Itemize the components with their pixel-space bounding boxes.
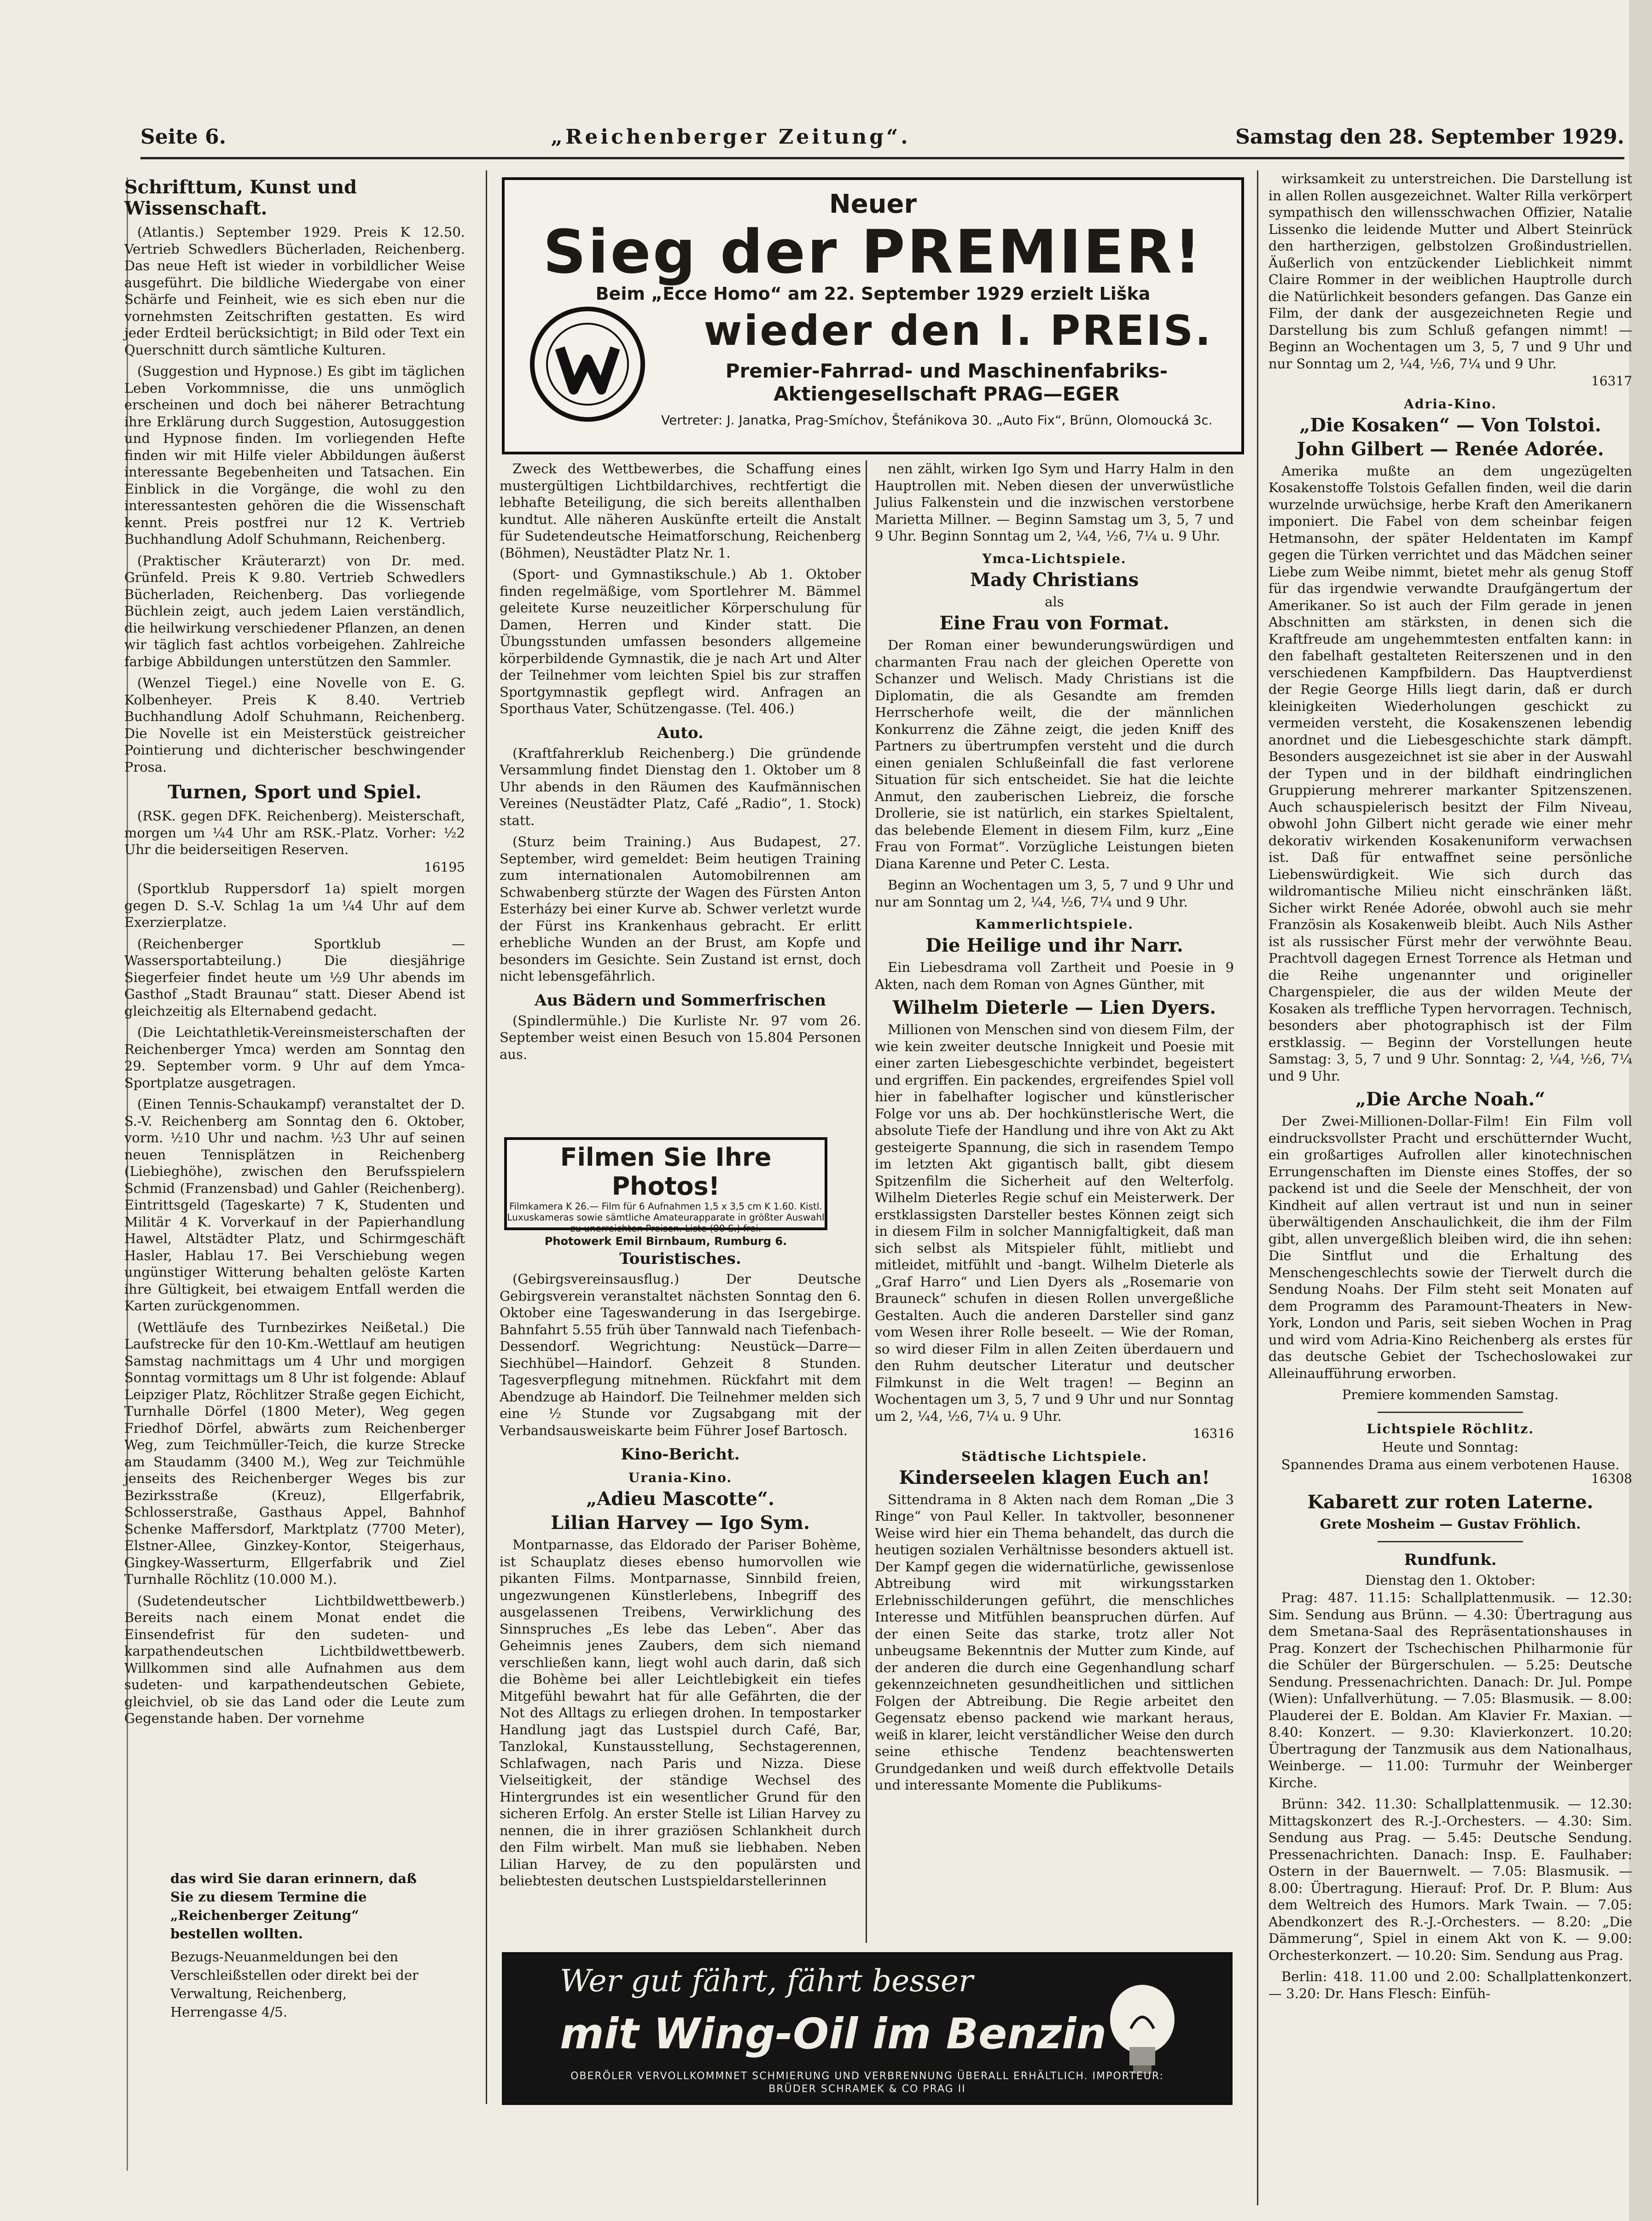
article-wettlaeufe: (Wettläufe des Turnbezirkes Neißetal.) Die Laufstrecke für den 10-Km.-Wettlauf am heutigen Samstag nachmittags um 4 Uhr und morgigen Sonntag vormittags um 8 Uhr ist folgende: Ablauf Leipziger Platz, Röchlitzer Straße gegen Eichicht, Turnhalle Dörfel (1800 Meter), Weg gegen Friedhof Dörfel, abwärts zum Reichenberger Weg, zum Teichmüller-Teich, die kurze Strecke am Staudamm (3400 M.), Weg zur Teichmühle jenseits des Reichenberger Weges bis zur Bezirksstraße (Kreuz), Ellgerfabrik, Schlosserstraße, Gasthaus Appel, Bahnhof Schenke Maffersdorf, Marktplatz (7700 Meter), Elstner-Allee, Ginzkey-Kontor, Steigerhaus, Gingkey-Wasserturm, Ellgerfabrik und Ziel Turnhalle Röchlitz (10.000 M.). bbox=[124, 1319, 465, 1587]
wing-ad-importer: OBERÖLER VERVOLLKOMMNET SCHMIERUNG UND VERBRENNUNG ÜBERALL ERHÄLTLICH. IMPORTEUR: BRÜDER SCHRAMEK & CO PRAG II bbox=[570, 2070, 1164, 2095]
article-suggestion: (Suggestion und Hypnose.) Es gibt im täglichen Leben Vorkommnisse, die uns unmöglich erscheinen und doch bei näherer Betrachtung ihre Erklärung durch Suggestion, Autosuggestion und Hypnose finden. Im vorliegenden Hefte finden wir mit Hilfe vieler Abbildungen äußerst interessante Begebenheiten und Tatsachen. Ein Einblick in die Vorgänge, die wohl zu den interessantesten gehören die die Wissenschaft kennt. Preis postfrei nur 12 K. Vertrieb Buchhandlung Adolf Schuhmann, Reichenberg. bbox=[124, 363, 465, 547]
section-heading-rundfunk: Rundfunk. bbox=[1404, 1550, 1497, 1569]
column-rule bbox=[1257, 170, 1258, 2205]
issue-date: Samstag den 28. September 1929. bbox=[1235, 125, 1624, 149]
header-rule bbox=[140, 157, 1624, 159]
article-lichtbild-cont: Zweck des Wettbewerbes, die Schaffung eines mustergültigen Lichtbildarchives, rechtfertigt die lebhafte Beteiligung, die sich bereits allenthalben kundtut. Alle näheren Auskünfte erteilt die Anstalt für Sudetendeutsche Heimatforschung, Reichenberg (Böhmen), Neustädter Platz Nr. 1. bbox=[500, 461, 861, 561]
film-heilige-narr: Die Heilige und ihr Narr. bbox=[925, 935, 1183, 956]
lightbulb-icon bbox=[1087, 1978, 1198, 2079]
radio-prag: Prag: 487. 11.15: Schallplattenmusik. — 12.30: Sim. Sendung aus Brünn. — 4.30: Übertragung aus dem Smetana-Saal des Repräsentationshauses in Prag. Konzert der Tschechischen Philharmonie für die Schüler der Bürgerschulen. — 5.25: Deutsche Sendung. Pressenachrichten. Danach: Dr. Jul. Pompe (Wien): Unfallverhütung. — 7.05: Blasmusik. — 8.00: Plauderei der E. Boldan. Am Klavier Fr. Maxian. — 8.40: Konzert. — 9.30: Klavierkonzert. 10.20: Übertragung der Tanzmusik aus dem Nationalhaus, Weinberge. — 11.00: Turmuhr der Weinberger Kirche. bbox=[1268, 1590, 1632, 1791]
showing-days: Heute und Sonntag: bbox=[1382, 1439, 1519, 1455]
article-arche-review: Der Zwei-Millionen-Dollar-Film! Ein Film voll eindrucksvollster Pracht und erschütternder Wucht, ein großartiges Aufrollen aller kinotechnischen Errungenschaften im Dienste eines Stoffes, der so packend ist und die Seele der Menschheit, der von Kindheit auf allen vertraut ist und nun in seiner überwältigenden Anschaulichkeit, die ihm der Film gibt, allen unvergeßlich bleiben wird, die ihn sehen: Die Sintflut und die Erhaltung des Menschengeschlechts sowie der Tierwelt durch die Sendung Noahs. Der Film steht seit Monaten auf dem Programm des Paramount-Theaters in New-York, London und Paris, seit sieben Wochen in Prag und wird vom Adria-Kino Reichenberg als erstes für das deutsche Gebiet der Tschechoslowakei zur Alleinaufführung erworben. bbox=[1268, 1113, 1632, 1381]
article-spindlermuehle: (Spindlermühle.) Die Kurliste Nr. 97 vom 26. September weist einen Besuch von 15.804 Personen aus. bbox=[500, 1012, 861, 1062]
article-id: 16308 bbox=[1591, 1471, 1632, 1486]
section-heading-kino: Kino-Bericht. bbox=[621, 1445, 740, 1464]
article-gebirgsverein: (Gebirgsvereinsausflug.) Der Deutsche Gebirgsverein veranstaltet nächsten Sonntag den 6. Oktober eine Tageswanderung in das Isergebirge. Bahnfahrt 5.55 früh über Tannwald nach Tiefenbach-Dessendorf. Wegrichtung: Neustück—Darre—Siechhübel—Haindorf. Gehzeit 8 Stunden. Tagesverpflegung mitnehmen. Rückfahrt mit dem Abendzuge ab Haindorf. Die Teilnehmer melden sich eine ½ Stunde vor Zugsabgang mit der Verbandsausweiskarte beim Führer Josef Bartosch. bbox=[500, 1271, 861, 1438]
article-sturz: (Sturz beim Training.) Aus Budapest, 27. September, wird gemeldet: Beim heutigen Training zum internationalen Automobilrennen am Schwabenberg stürzte der Wagen des Fürsten Anton Esterházy bei einer Kurve ab. Schwer verletzt wurde der Fürst ins Krankenhaus gebracht. Er erlitt erhebliche Wunden an der Brust, am Kopfe und besonders im Gesichte. Sein Zustand ist ernst, doch nicht lebensgefährlich. bbox=[500, 834, 861, 984]
section-heading-literature: Schrifttum, Kunst und Wissenschaft. bbox=[124, 176, 357, 219]
cinema-ymca: Ymca-Lichtspiele. bbox=[982, 551, 1127, 566]
article-kraeuterarzt: (Praktischer Kräuterarzt) von Dr. med. Grünfeld. Preis K 9.80. Vertrieb Schwedlers Bücherladen, Reichenberg. Das vorliegende Büchlein zeigt, auch jedem Laien verständlich, die heilwirkung verschiedener Pflanzen, an denen wir täglich fast achtlos vorbeigehen. Zahlreiche farbige Abbildungen unterstützen den Sammler. bbox=[124, 552, 465, 669]
radio-date: Dienstag den 1. Oktober: bbox=[1365, 1572, 1536, 1588]
cinema-staedtische: Städtische Lichtspiele. bbox=[961, 1448, 1147, 1464]
film-cast-gilbert-adoree: John Gilbert — Renée Adorée. bbox=[1297, 438, 1604, 460]
article-frau-review: Der Roman einer bewunderungswürdigen und charmanten Frau nach der gleichen Operette von Schanzer und Welisch. Mady Christians ist die Diplomatin, die als Gesandte am fremden Herrscherhofe weilt, die der männlichen Konkurrenz die Zähne zeigt, die jeden Kniff des Partners zu übertrumpfen versteht und die durch einen genialen Schlußeinfall die fast verlorene Situation für sich entscheidet. Sie hat die leichte Anmut, den zauberischen Liebreiz, die forsche Drollerie, sie ist natürlich, ein starkes Spieltalent, das belebende Element in diesem Film, kurz „Eine Frau von Format“. Vorzügliche Leistungen bieten Diana Karenne und Peter C. Lesta. bbox=[875, 637, 1234, 872]
column-1 bbox=[124, 170, 465, 2035]
film-cast-mosheim: Grete Mosheim — Gustav Fröhlich. bbox=[1320, 1516, 1581, 1532]
film-cast-dieterle-dyers: Wilhelm Dieterle — Lien Dyers. bbox=[892, 997, 1216, 1018]
article-tennis: (Einen Tennis-Schaukampf) veranstaltet der D. S.-V. Reichenberg am Sonntag den 6. Oktober, vorm. ½10 Uhr und nachm. ½3 Uhr auf seinen neuen Tennisplätzen in Reichenberg (Liebieghöhe), zwischen den Berufsspielern Schmid (Franzensbad) und Gahler (Reichenberg). Eintrittsgeld (Tageskarte) 7 K, Studenten und Militär 4 K. Vorverkauf in der Papierhandlung Hawel, Altstädter Platz, und Schirmgeschäft Hasler, Hablau 17. Bei Verschiebung wegen ungünstiger Witterung behalten gelöste Karten ihre Gültigkeit, bei etwaigem Entfall werden die Karten zurückgenommen. bbox=[124, 1096, 465, 1314]
ad-preis-headline: wieder den I. PREIS. bbox=[704, 307, 1213, 355]
article-leichtathletik: (Die Leichtathletik-Vereinsmeisterschaften der Reichenberger Ymca) werden am Sonntag den 29. September vorm. 9 Uhr auf dem Ymca-Sportplatze ausgetragen. bbox=[124, 1024, 465, 1091]
cinema-urania: Urania-Kino. bbox=[628, 1470, 733, 1485]
column-3 bbox=[875, 460, 1234, 1998]
page-header bbox=[140, 125, 1624, 153]
premier-advertisement bbox=[502, 177, 1244, 454]
promo-reminder: das wird Sie daran erinnern, daß Sie zu diesem Termine die „Reichenberger Zeitung“ bestellen wollten. bbox=[170, 1871, 417, 1942]
article-gymnastik: (Sport- und Gymnastikschule.) Ab 1. Oktober finden regelmäßige, vom Sportlehrer M. Bämmel geleitete Kurse neuzeitlicher Körperschulung für Damen, Herren und Kinder statt. Die Übungsstunden umfassen besonders allgemeine körperbildende Gymnastik, die je nach Art und Alter der Teilnehmer vom leichten Spiel bis zur straffen Sportgymnastik gepflegt wird. Anfragen an Sporthaus Vater, Schützengasse. (Tel. 406.) bbox=[500, 566, 861, 716]
article-atlantis: (Atlantis.) September 1929. Preis K 12.50. Vertrieb Schwedlers Bücherladen, Reichenberg. Das neue Heft ist wieder in vorbildlicher Weise ausgeführt. Die bildliche Wiedergabe von einer Schärfe und Feinheit, wie es sich eben nur die vornehmsten Zeitschriften gestatten. Es wird jeder Erdteil berücksichtigt; in Bild oder Text ein Querschnitt durch sämtliche Kulturen. bbox=[124, 224, 465, 358]
film-arche-noah: „Die Arche Noah.“ bbox=[1355, 1088, 1546, 1110]
film-kabarett: Kabarett zur roten Laterne. bbox=[1307, 1491, 1594, 1513]
article-frau-times: Beginn an Wochentagen um 3, 5, 7 und 9 Uhr und nur am Sonntag um 2, ¼4, ½6, 7¼ und 9 Uhr. bbox=[875, 877, 1234, 910]
column-4 bbox=[1268, 170, 1632, 2205]
ad-ecce-homo-line: Beim „Ecce Homo“ am 22. September 1929 erzielt Liška bbox=[595, 284, 1151, 304]
wing-ad-slogan: Wer gut fährt, fährt besser bbox=[560, 1963, 973, 1999]
film-kinderseelen: Kinderseelen klagen Euch an! bbox=[899, 1466, 1210, 1488]
separator bbox=[1378, 1412, 1523, 1413]
article-ruppersdorf: (Sportklub Ruppersdorf 1a) spielt morgen gegen D. S.-V. Schlag 1a um ¼4 Uhr auf dem Exerzierplatze. bbox=[124, 881, 465, 930]
subscription-promo bbox=[170, 1869, 428, 2026]
photo-advertisement bbox=[504, 1137, 827, 1248]
radio-berlin: Berlin: 418. 11.00 und 2.00: Schallplattenkonzert. — 3.20: Dr. Hans Flesch: Einfüh- bbox=[1268, 1969, 1632, 2001]
article-heilige-review: Millionen von Menschen sind von diesem Film, der wie kein zweiter deutsche Innigkeit und Poesie mit einer zarten Liebesgeschichte verbindet, begeistert und ergriffen. Ein packendes, ergreifendes Spiel voll hier in fabelhafter logischer und künstlerischer Folge vor uns ab. Der hochkünstlerische Wert, die absolute Tiefe der Handlung und ihre von Akt zu Akt gesteigerte Spannung, die sich in rasendem Tempo im letzten Akt gigantisch ballt, gibt diesem Spitzenfilm die Sicherheit auf den Welterfolg. Wilhelm Dieterles Regie schuf ein Meisterwerk. Der erstklassigsten Darsteller bestes Können zeigt sich in diesem Film in solcher Mannigfaltigkeit, daß man sich selbst als Mitspieler fühlt, mitliebt und mitleidet, mitfühlt und -bangt. Wilhelm Dieterle als „Graf Harro“ und Lien Dyers als „Rosemarie von Brauneck“ schufen in diesen Rollen unvergeßliche Gestalten. Auch die anderen Darsteller sind ganz vom Wesen ihrer Rolle beseelt. — Wie der Roman, so wird dieser Film in allen Zeiten überdauern und den Ruhm deutscher Literatur und deutscher Filmkunst in die Welt tragen! — Beginn an Wochentagen um 3, 5, 7 und 9 Uhr und nur Sonntag um 2, ¼4, ½6, 7¼ u. 9 Uhr. bbox=[875, 1022, 1234, 1424]
section-heading-sport: Turnen, Sport und Spiel. bbox=[168, 781, 422, 803]
cinema-kammer: Kammerlichtspiele. bbox=[975, 917, 1134, 932]
column-2-lower bbox=[500, 1243, 861, 1889]
premier-logo-icon bbox=[528, 304, 647, 424]
promo-subscription: Bezugs-Neuanmeldungen bei den Verschleißstellen oder direkt bei der Verwaltung, Reichenberg, Herrengasse 4/5. bbox=[170, 1949, 419, 2020]
film-star-christians: Mady Christians bbox=[970, 569, 1139, 591]
article-rsk: (RSK. gegen DFK. Reichenberg). Meisterschaft, morgen um ¼4 Uhr am RSK.-Platz. Vorher: ½2 Uhr die beiderseitigen Reserven. bbox=[124, 808, 465, 857]
column-rule bbox=[486, 170, 487, 2104]
ad-neuer: Neuer bbox=[829, 189, 917, 219]
radio-bruenn: Brünn: 342. 11.30: Schallplattenmusik. — 12.30: Mittagskonzert des R.-J.-Orchesters. — 4.30: Sim. Sendung aus Prag. — 5.45: Deutsche Sendung. Pressenachrichten. Danach: Insp. E. Faulhaber: Ostern in der Bauernwelt. — 7.05: Blasmusik. — 8.00: Übertragung. Hierauf: Prof. Dr. P. Blum: Aus dem Weltreich des Humors. Mark Twain. — 7.05: Abendkonzert des R.-J.-Orchesters. — 8.20: „Die Dämmerung“, Spiel in einem Akt von K. — 9.00: Orchesterkonzert. — 10.20: Sim. Sendung aus Prag. bbox=[1268, 1796, 1632, 1963]
cinema-roechlitz: Lichtspiele Röchlitz. bbox=[1367, 1421, 1534, 1436]
wing-oil-advertisement bbox=[502, 1952, 1233, 2105]
article-id: 16316 bbox=[1192, 1426, 1234, 1441]
cinema-adria: Adria-Kino. bbox=[1404, 396, 1497, 412]
photo-ad-details: Filmkamera K 26.— Film für 6 Aufnahmen 1,5 x 3,5 cm K 1.60. Kistl. Luxuskameras sowie sämtliche Amateurapparate in größter Auswahl zu unerreichten Preisen. Liste (90 S.) frei. bbox=[507, 1201, 825, 1234]
column-rule bbox=[866, 460, 867, 1943]
page-edge bbox=[1629, 0, 1652, 2221]
article-heilige-intro: Ein Liebesdrama voll Zartheit und Poesie in 9 Akten, nach dem Roman von Agnes Günther, mit bbox=[875, 959, 1234, 992]
premiere-note: Premiere kommenden Samstag. bbox=[1342, 1387, 1559, 1402]
article-id: 16317 bbox=[1591, 373, 1632, 389]
film-kosaken: „Die Kosaken“ — Von Tolstoi. bbox=[1299, 414, 1601, 436]
article-sportklub: (Reichenberger Sportklub — Wassersportabteilung.) Die diesjährige Siegerfeier findet heute um ½9 Uhr abends im Gasthof „Stadt Braunau“ statt. Dieser Abend ist gleichzeitig als Elternabend gedacht. bbox=[124, 936, 465, 1019]
article-mascotte-cont: nen zählt, wirken Igo Sym und Harry Halm in den Hauptrollen mit. Neben diesen der unverwüstliche Julius Falkenstein und die inzwischen verstorbene Marietta Millner. — Beginn Samstag um 3, 5, 7 und 9 Uhr. Beginn Sonntag um 2, ¼4, ½6, 7¼ u. 9 Uhr. bbox=[875, 461, 1234, 544]
wing-ad-product: mit Wing-Oil im Benzin bbox=[560, 2009, 1107, 2058]
section-heading-auto: Auto. bbox=[657, 723, 704, 742]
separator bbox=[1378, 1541, 1523, 1542]
article-kraftfahrerklub: (Kraftfahrerklub Reichenberg.) Die gründende Versammlung findet Dienstag den 1. Oktober um 8 Uhr abends in den Räumen des Kaufmännischen Vereines (Neustädter Platz, Café „Radio“, 1. Stock) statt. bbox=[500, 745, 861, 828]
article-kinderseelen-review: Sittendrama in 8 Akten nach dem Roman „Die 3 Ringe“ von Paul Keller. In taktvoller, besonnener Weise wird hier ein Thema behandelt, das durch die heutigen sozialen Verhältnisse besonders aktuell ist. Der Kampf gegen die widernatürliche, gewissenlose Abtreibung wird mit wirkungsstarken Erlebnisschilderungen geführt, die menschliches Interesse und Mitfühlen beanspruchen dürfen. Auf der einen Seite das starke, trotz aller Not unbeugsame Bekenntnis der Mutter zum Kinde, auf der anderen die durch eine Gegenhandlung scharf gekennzeichneten gesundheitlichen und sittlichen Folgen der Abtreibung. Die Regie arbeitet den Gegensatz ebenso packend wie markant heraus, weiß in klarer, leicht verständlicher Weise den durch seine ethische Tendenz beachtenswerten Grundgedanken und weiß durch effektvolle Details und interessante Momente die Publikums- bbox=[875, 1491, 1234, 1793]
ad-representatives: Vertreter: J. Janatka, Prag-Smíchov, Štefánikova 30. „Auto Fix“, Brünn, Olomoucká 3c. bbox=[661, 413, 1213, 428]
article-id: 16195 bbox=[424, 859, 465, 875]
photo-ad-title: Filmen Sie Ihre Photos! bbox=[560, 1143, 772, 1201]
ad-company-name: Premier-Fahrrad- und Maschinenfabriks-Aktiengesellschaft PRAG—EGER bbox=[725, 360, 1168, 405]
film-cast-harvey-sym: Lilian Harvey — Igo Sym. bbox=[551, 1512, 810, 1534]
page-number: Seite 6. bbox=[140, 125, 227, 149]
article-kosaken-review: Amerika mußte an dem ungezügelten Kosakenstoffe Tolstois Gefallen finden, weil die darin wurzelnde urwüchsige, herbe Kraft den Amerikanern imponiert. Die Fabel von dem scheinbar feigen Hetmansohn, der später Heldentaten im Kampf gegen die Türken verrichtet und das Mädchen seiner Liebe zum Weibe nimmt, bietet mehr als genug Stoff für das irgendwie verwandte Draufgängertum der Amerikaner. So ist auch der Film gerade in jenen Abschnitten am stärksten, in denen sich die Kraftfreude am ungehemmtesten entfalten kann: in den fabelhaft gestalteten Reiterszenen und in den verschiedenen Kampfbildern. Das Hauptverdienst der Regie George Hills liegt darin, daß er durch kleinigkeiten Wiederholungen geschickt zu vermeiden versteht, die Kosakenszenen lebendig anordnet und die Liebesgeschichte stark dämpft. Besonders ausgezeichnet ist sie aber in der Auswahl der Typen und in der bildhaft eindringlichen Gruppierung mehrerer markanter Spitzenszenen. Auch schauspielerisch besitzt der Film Niveau, obwohl John Gilbert nicht gerade wie einer mehr dekorativ wirkenden Kosakenuniform verwachsen ist. Daß für entwaffnet seine persönliche Liebenswürdigkeit. Wie sich durch das wildromantische Milieu nicht einschränken läßt. Sicher wirkt Renée Adorée, obwohl auch sie mehr Französin als Kosakenweib bleibt. Auch Nils Asther ist als russischer Fürst mehr der verwöhnte Beau. Prachtvoll dagegen Ernest Torrence als Hetman und die Reihe ungenannter und origineller Chargenspieler, die aus der wilden Meute der Kosaken als treffliche Typen hervorragen. Technisch, besonders aber photographisch ist der Film erstklassig. — Beginn der Vorstellungen heute Samstag: 3, 5, 7 und 9 Uhr. Sonntag: 2, ¼4, ½6, 7¼ und 9 Uhr. bbox=[1268, 463, 1632, 1084]
article-mascotte-review: Montparnasse, das Eldorado der Pariser Bohème, ist Schauplatz dieses ebenso humorvollen wie pikanten Films. Montparnasse, Sinnbild freien, ungezwungenen Künstlerlebens, Inbegriff des ausgelassenen Treibens, Verwirklichung des Sinnspruches „Es lebe das Leben“. Aber das Geheimnis jenes Zaubers, dem sich niemand verschließen kann, liegt wohl auch darin, daß sich die Bohème bei aller Leichtlebigkeit ein tiefes Mitgefühl bewahrt hat für alle Gefährten, die der Not des Alltags zu erliegen drohen. In tempostarker Handlung jagt das Lustspiel durch Café, Bar, Tanzlokal, Kunstausstellung, Sechstagerennen, Schlafwagen, nach Paris und Nizza. Diese Vielseitigkeit, der ständige Wechsel des Hintergrundes ist ein wesentlicher Grund für den sicheren Erfolg. An erster Stelle ist Lilian Harvey zu nennen, die in ihrer graziösen Schlankheit durch den Film wirbelt. Man muß sie liebhaben. Neben Lilian Harvey, de zu den populärsten und beliebtesten deutschen Lustspieldarstellerinnen bbox=[500, 1537, 861, 1889]
film-tagline: Spannendes Drama aus einem verbotenen Hause. bbox=[1281, 1457, 1620, 1472]
photo-ad-company: Photowerk Emil Birnbaum, Rumburg 6. bbox=[544, 1235, 787, 1248]
film-adieu-mascotte: „Adieu Mascotte“. bbox=[586, 1488, 774, 1510]
article-lichtbild: (Sudetendeutscher Lichtbildwettbewerb.) Bereits nach einem Monat endet die Einsendefrist für den sudeten- und karpathendeutschen Lichtbildwettbewerb. Willkommen sind alle Aufnahmen aus dem sudeten- und karpathendeutschen Gebiete, gleichviel, ob sie das Land oder die Leute zum Gegenstande haben. Der vornehme bbox=[124, 1593, 465, 1726]
article-kinderseelen-cont: wirksamkeit zu unterstreichen. Die Darstellung ist in allen Rollen ausgezeichnet. Walter Rilla verkörpert sympathisch den willensschwachen Offizier, Natalie Lissenko die leidende Mutter und Albert Steinrück den hartherzigen, gelbstolzen Großindustriellen. Äußerlich von entzückender Lieblichkeit nimmt Claire Rommer in der weiblichen Hauptrolle durch die Natürlichkeit besonders gefangen. Das Ganze ein Film, der dank der ausgezeichneten Regie und Darstellung bis zum Schluß gefangen nimmt! — Beginn an Wochentagen um 3, 5, 7 und 9 Uhr und nur Sonntag um 2, ¼4, ½6, 7¼ und 9 Uhr. bbox=[1268, 171, 1632, 372]
section-heading-touristisches: Touristisches. bbox=[619, 1250, 741, 1268]
film-als: als bbox=[1045, 593, 1064, 610]
film-frau-von-format: Eine Frau von Format. bbox=[939, 612, 1169, 634]
masthead: „Reichenberger Zeitung“. bbox=[551, 125, 911, 149]
section-heading-baeder: Aus Bädern und Sommerfrischen bbox=[535, 991, 826, 1010]
article-wenzel-tiegel: (Wenzel Tiegel.) eine Novelle von E. G. Kolbenheyer. Preis K 8.40. Vertrieb Buchhandlung Adolf Schuhmann, Reichenberg. Die Novelle ist ein Meisterstück geistreicher Pointierung und dichterischer beschwingender Prosa. bbox=[124, 675, 465, 775]
ad-sieg-headline: Sieg der PREMIER! bbox=[543, 217, 1203, 287]
